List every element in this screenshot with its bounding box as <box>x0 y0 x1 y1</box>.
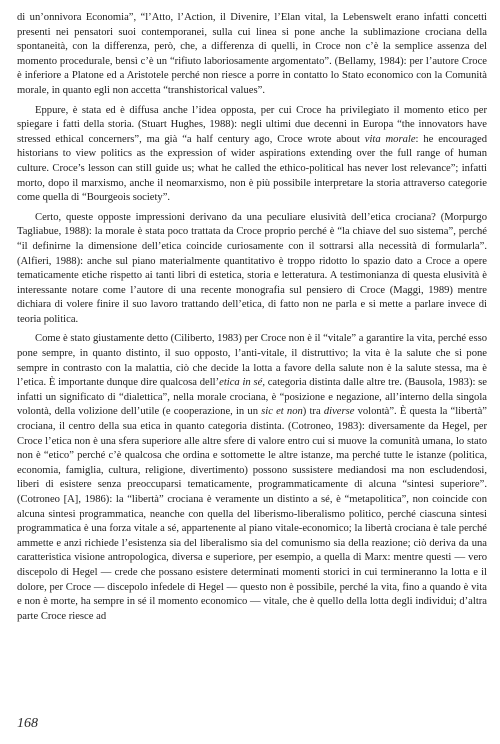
paragraph <box>17 332 487 624</box>
italic-text: vita morale <box>364 133 416 145</box>
italic-text: etica in sé <box>219 377 263 389</box>
paragraph <box>17 104 487 206</box>
text-run: Come è stato giustamente detto (Ciliberto, 1983) per Croce non è il “vitale” a garantire la vita, perché esso pone sempre, in quanto distinto, il suo opposto, l’anti-vitale, il distruttivo; la vita è la salute che si pone sempre in contrasto con la malattia, ciò che decide la lotta a favore della salute non è la salute stessa, ma è l’etica. È importante dunque dire qualcosa dell’ <box>17 333 487 389</box>
text-run: volontà”. È questa la “libertà” crociana, il centro della sua etica in quanto categoria distinta. (Cotroneo, 1983): diversamente da Hegel, per Croce l’etica non è una sfera superiore alle altre sfere di valore entro cui si muove la comunità umana, lo stato non è “etico” perché c’è qualcosa che ordina e sottomette le altre istanze, ma perché tutte le istanze (politica, economia, famiglia, cultura, religione, divertimento) possono sussistere mediandosi ma non escludendosi, liberi di esistere senza preoccuparsi tematicamente, programmaticamente di alcuna “sintesi superiore”. (Cotroneo [A], 1986): la “libertà” crociana è veramente un distinto a sé, è “metapolitica”, non coincide con alcuna sintesi programmatica, neanche con quella del liberismo-liberalismo politico, perché ciascuna sintesi programmatica è una forza vitale a sé, appartenente al piano vitale-economico; la libertà crociana è tale perché ammette e anzi richiede l’esistenza sia del liberalismo sia del comunismo sia della reazione; ciò deriva da una caratteristica visione antropologica, diversa e superiore, per esempio, a quella di Marx: mentre questi — vero discepolo di Hegel — crede che possano esistere determinati momenti storici in cui termineranno la lotta e il dolore, per Croce — discepolo infedele di Hegel — questo non è possibile, perché la vita, fino a quando è vita e non è morte, ha sempre in sé il momento economico — vitale, che è quello della lotta degli individui; d’altra parte Croce riesce ad <box>17 406 488 622</box>
text-run: di un’onnivora Economia”, “l’Atto, l’Action, il Divenire, l’Elan vital, la Lebenswelt erano infatti concetti presenti nei pensatori suoi contemporanei, sulla cui linea si pone anche la sublimazione crociana della spontaneità, con la differenza, però, che, a differenza di quelli, in Croce non c’è la semplice assenza del momento procedurale, bensì c’è un “rifiuto laboriosamente argomentato”. (Bellamy, 1984): per l’autore Croce è inferiore a Platone ed a Aristotele perché non riesce a porre in contatto lo Stato economico con la Comunità morale, in quanto egli non accetta “transhistorical values”. <box>17 12 487 96</box>
text-run: ) tra <box>302 406 324 418</box>
italic-text: sic et non <box>261 406 303 418</box>
body-text <box>17 11 487 629</box>
page-number: 168 <box>17 716 38 731</box>
italic-text: diverse <box>323 406 355 418</box>
paragraph <box>17 211 487 328</box>
text-run: Eppure, è stata ed è diffusa anche l’idea opposta, per cui Croce ha privilegiato il momento etico per spiegare i fatti della storia. (Stuart Hughes, 1988): negli ultimi due decenni in Europa “the innovators have stressed ethical concerners”, ma già “a half century ago, Croce wrote about <box>17 104 487 145</box>
paragraph <box>17 11 487 99</box>
text-run: : he encouraged historians to view politics as the expression of wider aspirations extending over the full range of human culture. Croce’s lesson can still guide us; what he called the ethico-political has never lost relevance”; infatti morto, dopo il marxismo, anche il neomarxismo, non è più possibile interpretare la storia attraverso categorie come quella di “Bourgeois society”. <box>17 133 488 204</box>
text-run: Certo, queste opposte impressioni derivano da una peculiare elusività dell’etica crociana? (Morpurgo Tagliabue, 1988): la morale è stata poco trattata da Croce proprio perché è “la chiave del suo sistema”, perché “il definirne la dimensione dell’etica coincide curiosamente con il sottrarsi alla necessità di formularla”. (Alfieri, 1988): anche sul piano materialmente quantitativo è troppo ridotto lo spazio dato a Croce a opere tematicamente etiche rispetto ai tanti libri di estetica, storia e letteratura. A testimonianza di questa elusività è interessante notare come l’autore di una recente monografia sul pensiero di Croce (Maggi, 1989) mentre dichiara di volere finire il suo lavoro trattando dell’etica, di fatto non ne parla e si mette a parlare invece di teoria politica. <box>17 211 487 325</box>
text-run: , categoria distinta dalle altre tre. (Bausola, 1983): se infatti un significato di “dialettica”, nella morale crociana, è “posizione e negazione, all’interno della singola volontà, della volizione dell’utile (e cooperazione, in un <box>17 377 488 418</box>
